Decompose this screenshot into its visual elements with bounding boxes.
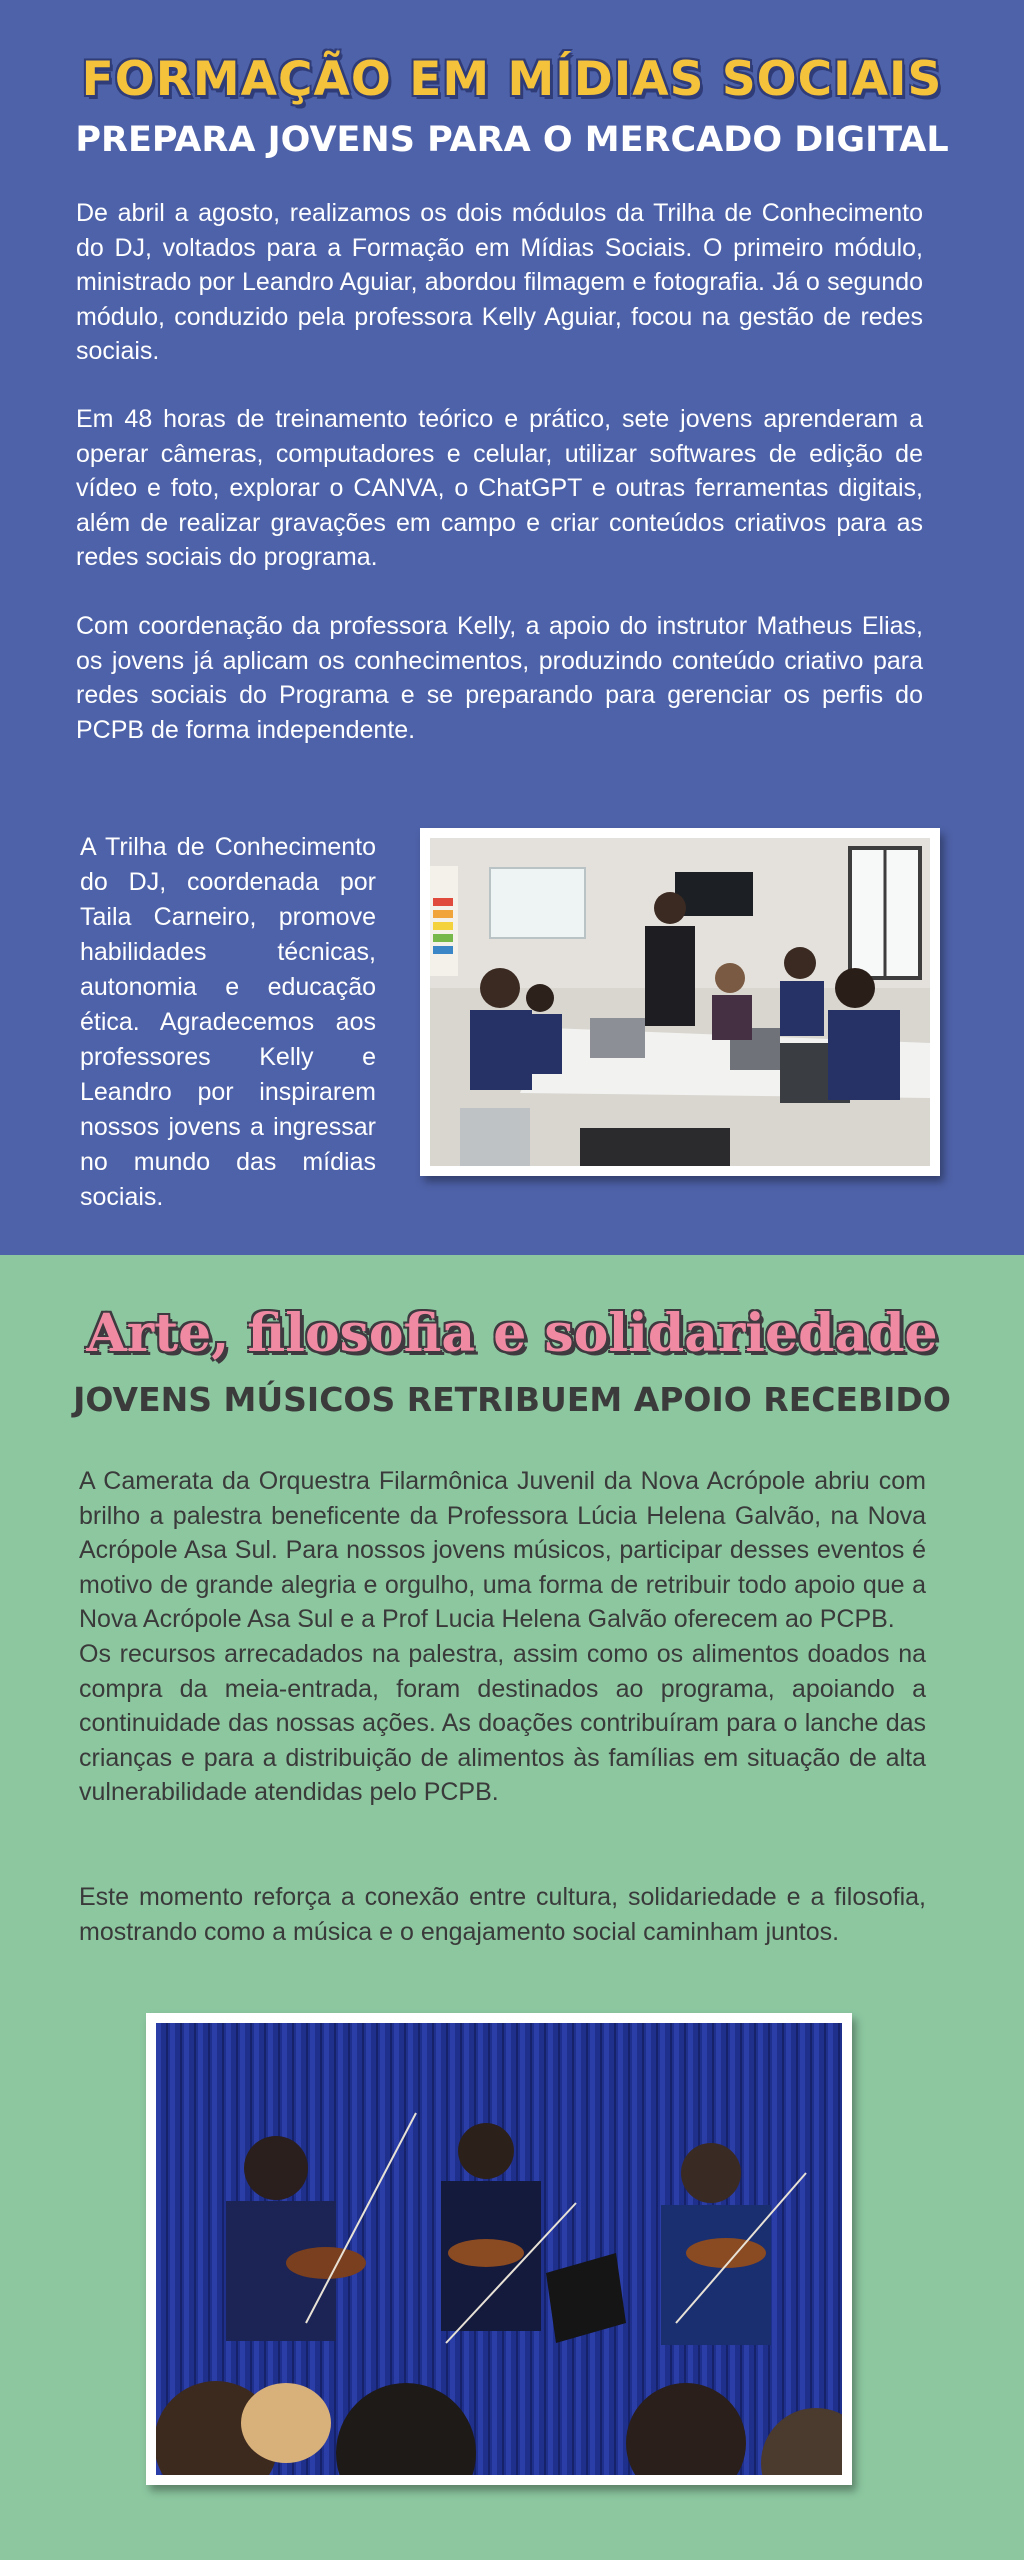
paragraph-1: A Camerata da Orquestra Filarmônica Juvenil da Nova Acrópole abriu com brilho a palestra beneficente da Professora Lúcia Helena Galvão, na Nova Acrópole Asa Sul. Para nossos jovens músicos, participar desses eventos é motivo de grande alegria e orgulho, uma forma de retribuir todo apoio que a Nova Acrópole Asa Sul e a Prof Lucia Helena Galvão oferecem ao PCPB. (79, 1467, 926, 1633)
section-title: Arte, filosofia e solidariedade (86, 1303, 938, 1364)
section-subtitle: PREPARA JOVENS PARA O MERCADO DIGITAL (75, 120, 949, 160)
classroom-photo (420, 828, 940, 1176)
photo-caption: A Trilha de Conhecimento do DJ, coordenada por Taila Carneiro, promove habilidades técnicas, autonomia e educação ética. Agradecemos aos professores Kelly e Leandro por inspirarem nossos jovens a ingressar no mundo das mídias sociais. (80, 833, 376, 1211)
section-title: FORMAÇÃO EM MÍDIAS SOCIAIS (81, 52, 943, 107)
section-subtitle: JOVENS MÚSICOS RETRIBUEM APOIO RECEBIDO (73, 1380, 951, 1419)
musicians-photo-image (156, 2023, 842, 2475)
paragraph-3: Com coordenação da professora Kelly, a apoio do instrutor Matheus Elias, os jovens já aplicam os conhecimentos, produzindo conteúdo criativo para redes sociais do Programa e se preparando para gerenciar os perfis do PCPB de forma independente. (76, 612, 923, 744)
paragraph-2: Em 48 horas de treinamento teórico e prático, sete jovens aprenderam a operar câmeras, computadores e celular, utilizar softwares de edição de vídeo e foto, explorar o CANVA, o ChatGPT e outras ferramentas digitais, além de realizar gravações em campo e criar conteúdos criativos para as redes sociais do programa. (76, 405, 923, 571)
paragraph-2: Os recursos arrecadados na palestra, assim como os alimentos doados na compra da meia-entrada, foram destinados ao programa, apoiando a continuidade das nossas ações. As doações contribuíram para o lanche das crianças e para a distribuição de alimentos às famílias em situação de alta vulnerabilidade atendidas pelo PCPB. (79, 1640, 926, 1806)
social-media-section (0, 0, 1024, 1255)
paragraph-1: De abril a agosto, realizamos os dois módulos da Trilha de Conhecimento do DJ, voltados para a Formação em Mídias Sociais. O primeiro módulo, ministrado por Leandro Aguiar, abordou filmagem e fotografia. Já o segundo módulo, conduzido pela professora Kelly Aguiar, focou na gestão de redes sociais. (76, 199, 923, 365)
classroom-photo-image (430, 838, 930, 1166)
paragraph-3: Este momento reforça a conexão entre cultura, solidariedade e a filosofia, mostrando como a música e o engajamento social caminham juntos. (79, 1883, 926, 1946)
musicians-photo (146, 2013, 852, 2485)
